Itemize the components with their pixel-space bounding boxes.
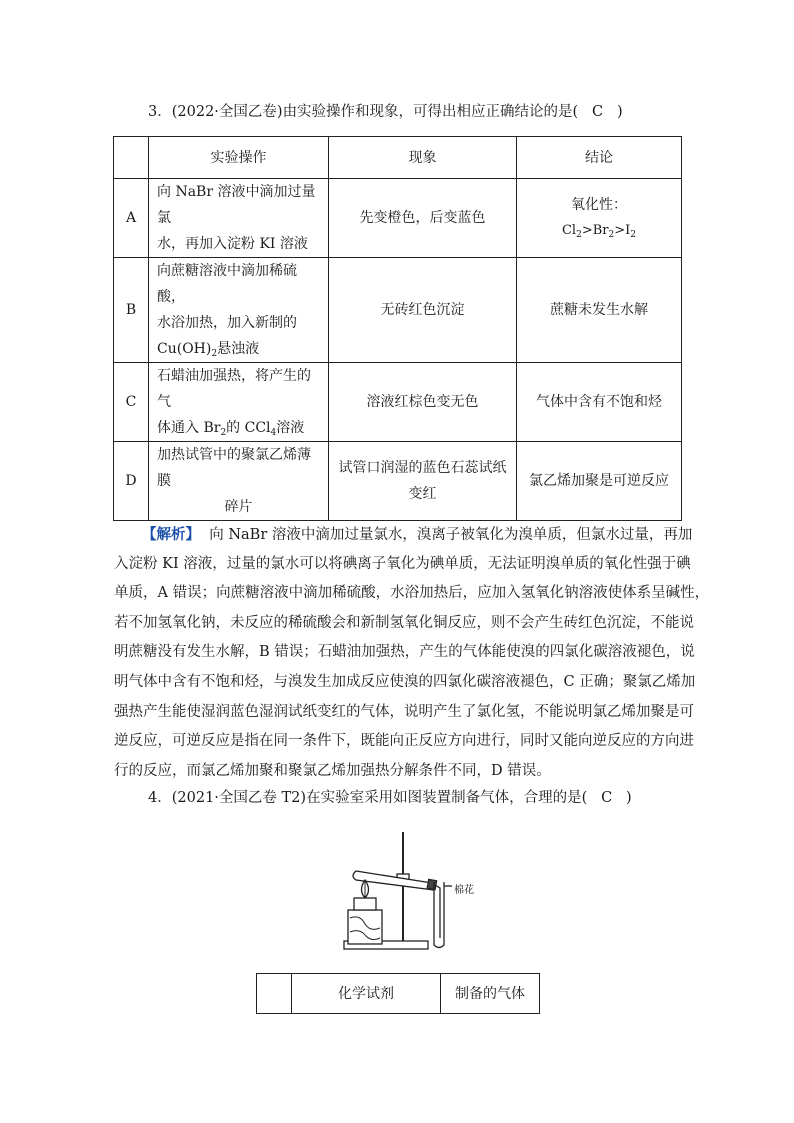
close-paren: ) [616, 104, 623, 120]
operation-line: 向 NaBr 溶液中滴加过量氯 [157, 184, 316, 226]
analysis-line: 若不加氢氧化钠，未反应的稀硫酸会和新制氢氧化铜反应，则不会产生砖红色沉淀，不能说 [114, 614, 694, 631]
operation-line: 碎片 [224, 499, 253, 515]
conclusion-cell: 气体中含有不饱和烃 [517, 363, 682, 442]
analysis-line: 明气体中含有不饱和烃，与溴发生加成反应使溴的四氯化碳溶液褪色，C 正确；聚氯乙烯加 [114, 673, 696, 690]
operation-line: 水，再加入淀粉 KI 溶液 [157, 236, 308, 252]
answer: C [601, 790, 613, 806]
operation-line: 石蜡油加强热，将产生的气 [157, 368, 311, 410]
conclusion-cell: 蔗糖未发生水解 [517, 258, 682, 363]
question-4-table [256, 973, 540, 1014]
question-4-stem [148, 786, 632, 807]
header-cell: 实验操作 [149, 137, 329, 179]
header-cell: 现象 [329, 137, 517, 179]
table-header-row [114, 137, 682, 179]
question-number: 3． [148, 104, 172, 120]
question-text: 由实验操作和现象，可得出相应正确结论的是( [282, 104, 579, 120]
collecting-tube [434, 882, 444, 948]
operation-line: 向蔗糖溶液中滴加稀硫酸， [157, 263, 297, 305]
row-label: C [114, 363, 149, 442]
operation-line: 加热试管中的聚氯乙烯薄膜 [157, 447, 311, 489]
question-3-table [113, 136, 682, 521]
answer: C [592, 104, 604, 120]
stopper [427, 879, 436, 889]
question-source: (2021·全国乙卷 T2) [171, 790, 307, 806]
phenomenon-cell: 先变橙色，后变蓝色 [329, 179, 517, 258]
table-row [114, 179, 682, 258]
conclusion-cell [517, 179, 682, 258]
table-row [114, 363, 682, 442]
analysis-line: 【解析】 向 NaBr 溶液中滴加过量氯水，溴离子被氧化为溴单质，但氯水过量，再加 [142, 526, 693, 543]
header-cell [114, 137, 149, 179]
question-text: 在实验室采用如图装置制备气体，合理的是( [306, 790, 588, 806]
header-cell: 制备的气体 [441, 974, 540, 1014]
conclusion-cell: 氯乙烯加聚是可逆反应 [517, 442, 682, 521]
operation-line: 水浴加热，加入新制的 [157, 315, 297, 331]
analysis-line: 行的反应，而氯乙烯加聚和聚氯乙烯加强热分解条件不同，D 错误。 [114, 762, 551, 779]
oxidizing-order-formula: $Cl_2>Br_2>I_2$ [561, 223, 636, 240]
table-row [114, 258, 682, 363]
question-number: 4． [148, 790, 172, 806]
cotton-label: 棉花 [454, 885, 474, 896]
header-cell: 化学试剂 [292, 974, 441, 1014]
operation-cell [149, 363, 329, 442]
close-paren: ) [626, 790, 632, 806]
operation-line: $Cu(OH)_2$悬浊液 [157, 341, 260, 359]
table-header-row [257, 974, 540, 1014]
table-row [114, 442, 682, 521]
analysis-line: 明蔗糖没有发生水解，B 错误；石蜡油加强热，产生的气体能使溴的四氯化碳溶液褪色，说 [114, 644, 695, 661]
phenomenon-cell: 无砖红色沉淀 [329, 258, 517, 363]
row-label: A [114, 179, 149, 258]
phenomenon-line: 变红 [408, 486, 437, 502]
delivery-tube [435, 885, 440, 938]
header-cell [257, 974, 292, 1014]
row-label: B [114, 258, 149, 363]
phenomenon-cell: 溶液红棕色变无色 [329, 363, 517, 442]
analysis-line: 逆反应，可逆反应是指在同一条件下，既能向正反应方向进行，同时又能向逆反应的方向进 [114, 733, 694, 750]
question-source: (2022·全国乙卷) [171, 104, 283, 120]
header-cell: 结论 [517, 137, 682, 179]
operation-cell [149, 442, 329, 521]
operation-cell [149, 258, 329, 363]
operation-line: 体通入 $Br_2$的 CCl$_4$溶液 [157, 420, 305, 438]
question-3-stem [148, 100, 623, 121]
analysis-tag: 【解析】 [142, 526, 200, 543]
analysis-block [114, 520, 710, 786]
gas-apparatus-figure [340, 828, 500, 953]
phenomenon-line: 试管口润湿的蓝色石蕊试纸 [338, 460, 507, 476]
analysis-line: 强热产生能使湿润蓝色湿润试纸变红的气体，说明产生了氯化氢，不能说明氯乙烯加聚是可 [114, 703, 694, 720]
phenomenon-cell [329, 442, 517, 521]
analysis-line: 入淀粉 KI 溶液，过量的氯水可以将碘离子氧化为碘单质，无法证明溴单质的氧化性强于碘 [114, 555, 691, 572]
conclusion-line: 氧化性： [571, 197, 627, 213]
row-label: D [114, 442, 149, 521]
analysis-line: 单质，A 错误；向蔗糖溶液中滴加稀硫酸，水浴加热后，应加入氢氧化钠溶液使体系呈碱性， [114, 585, 710, 602]
lamp-neck [354, 898, 376, 910]
operation-cell [149, 179, 329, 258]
